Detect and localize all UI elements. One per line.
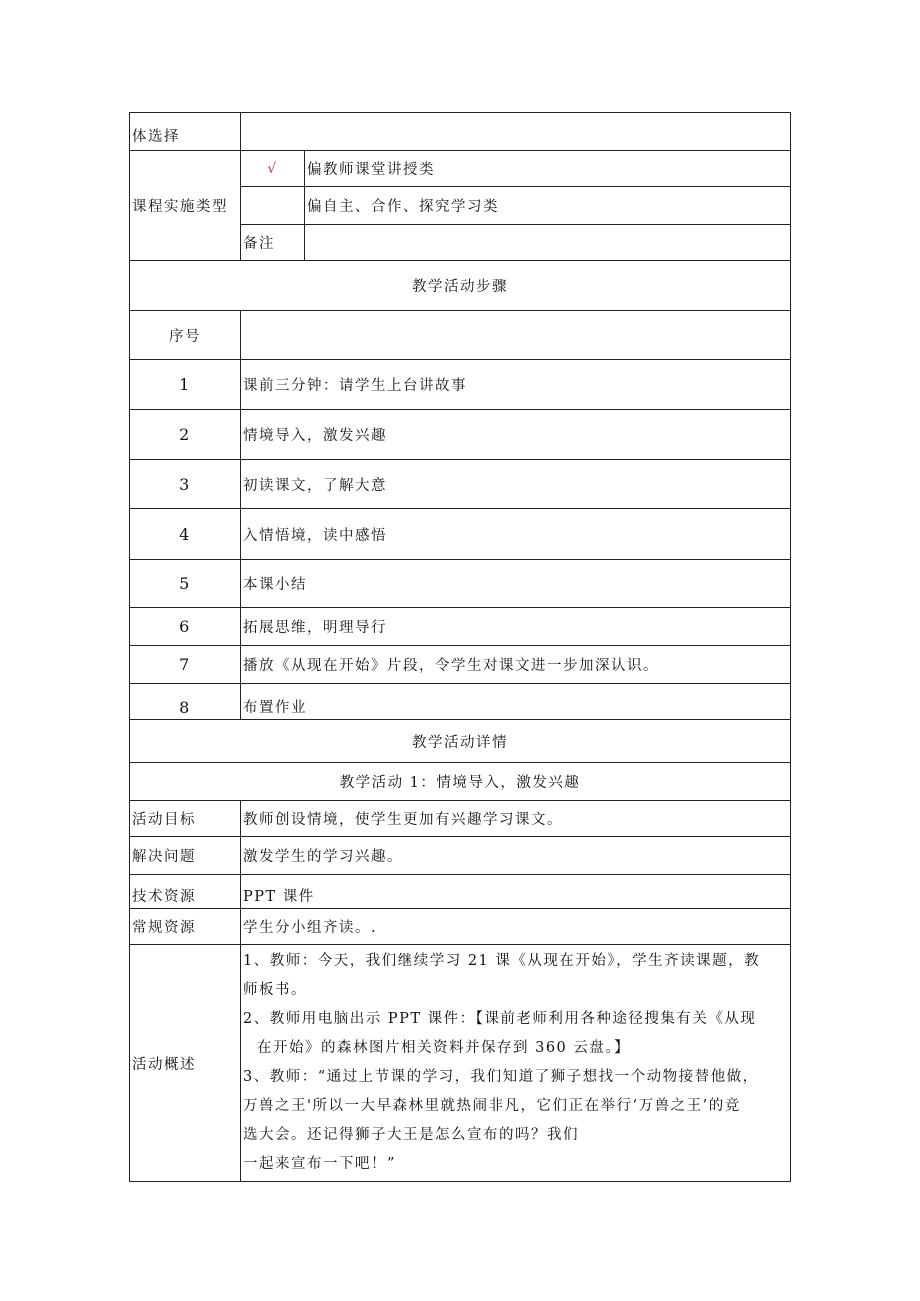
- regular-row: [130, 909, 791, 945]
- step-row: [130, 509, 791, 560]
- step-text: 本课小结: [241, 560, 791, 608]
- step-row: [130, 608, 791, 646]
- step-row: [130, 360, 791, 410]
- overview-line: 师板书。: [243, 982, 307, 998]
- details-header: 教学活动详情: [130, 720, 791, 763]
- step-number: 4: [130, 509, 241, 560]
- impl-type-label: 课程实施类型: [130, 151, 241, 261]
- step-number: 2: [130, 410, 241, 460]
- step-number: 7: [130, 646, 241, 684]
- activity-title-row: [130, 763, 791, 801]
- activity-title: 教学活动 1：情境导入，激发兴趣: [130, 763, 791, 801]
- option-student: 偏自主、合作、探究学习类: [305, 187, 791, 225]
- step-text: 播放《从现在开始》片段，令学生对课文进一步加深认识。: [241, 646, 791, 684]
- step-text: 课前三分钟：请学生上台讲故事: [241, 360, 791, 410]
- tech-label: 技术资源: [130, 875, 241, 909]
- remark-label: 备注: [241, 225, 305, 261]
- step-row: [130, 410, 791, 460]
- step-text: 初读课文，了解大意: [241, 460, 791, 509]
- step-text: 拓展思维，明理导行: [241, 608, 791, 646]
- step-row: [130, 460, 791, 509]
- steps-index-row: [130, 311, 791, 360]
- remark-value: [305, 225, 791, 261]
- option-student-check: [241, 187, 305, 225]
- problem-row: [130, 837, 791, 875]
- step-row: [130, 560, 791, 608]
- overview-line: 2、教师用电脑出示 PPT 课件：【课前老师利用各种途径搜集有关《从现: [243, 1011, 757, 1027]
- tech-row: [130, 875, 791, 909]
- step-text: 情境导入，激发兴趣: [241, 410, 791, 460]
- step-number: 1: [130, 360, 241, 410]
- tech-text: PPT 课件: [241, 875, 791, 909]
- overview-label: 活动概述: [130, 945, 241, 1182]
- goal-text: 教师创设情境，使学生更加有兴趣学习课文。: [241, 801, 791, 837]
- overview-text: [241, 945, 791, 1182]
- lesson-plan-page: [129, 112, 790, 1182]
- goal-row: [130, 801, 791, 837]
- step-number: 3: [130, 460, 241, 509]
- step-row: [130, 646, 791, 684]
- steps-header-row: [130, 261, 791, 311]
- lesson-plan-table: [129, 112, 791, 1182]
- step-row: [130, 684, 791, 720]
- step-number: 5: [130, 560, 241, 608]
- overview-line: 在开始》的森林图片相关资料并保存到 360 云盘。】: [257, 1040, 631, 1056]
- regular-text: 学生分小组齐读。.: [241, 909, 791, 945]
- steps-header: 教学活动步骤: [130, 261, 791, 311]
- overview-row: [130, 945, 791, 1182]
- problem-text: 激发学生的学习兴趣。: [241, 837, 791, 875]
- step-text: 布置作业: [241, 684, 791, 720]
- overview-line: 选大会。还记得狮子大王是怎么宣布的吗？我们: [243, 1127, 579, 1143]
- step-number: 6: [130, 608, 241, 646]
- index-label: 序号: [130, 311, 241, 360]
- overview-line: 一起来宣布一下吧！”: [243, 1156, 396, 1172]
- regular-label: 常规资源: [130, 909, 241, 945]
- impl-type-row-teacher: [130, 151, 791, 187]
- media-select-row: [130, 113, 791, 151]
- media-select-label: 体选择: [130, 113, 241, 151]
- check-mark-icon: √: [241, 151, 305, 187]
- overview-line: 3、教师：“通过上节课的学习，我们知道了狮子想找一个动物接替他做，: [243, 1069, 759, 1085]
- goal-label: 活动目标: [130, 801, 241, 837]
- overview-line: 万兽之王'所以一大早森林里就热闹非凡，它们正在举行‘万兽之王’的竞: [243, 1098, 741, 1114]
- details-header-row: [130, 720, 791, 763]
- overview-line: 1、教师：今天，我们继续学习 21 课《从现在开始》，学生齐读课题，教: [243, 953, 761, 969]
- step-text: 入情悟境，读中感悟: [241, 509, 791, 560]
- step-number: 8: [130, 684, 241, 720]
- problem-label: 解决问题: [130, 837, 241, 875]
- media-select-value: [241, 113, 791, 151]
- option-teacher: 偏教师课堂讲授类: [305, 151, 791, 187]
- index-value: [241, 311, 791, 360]
